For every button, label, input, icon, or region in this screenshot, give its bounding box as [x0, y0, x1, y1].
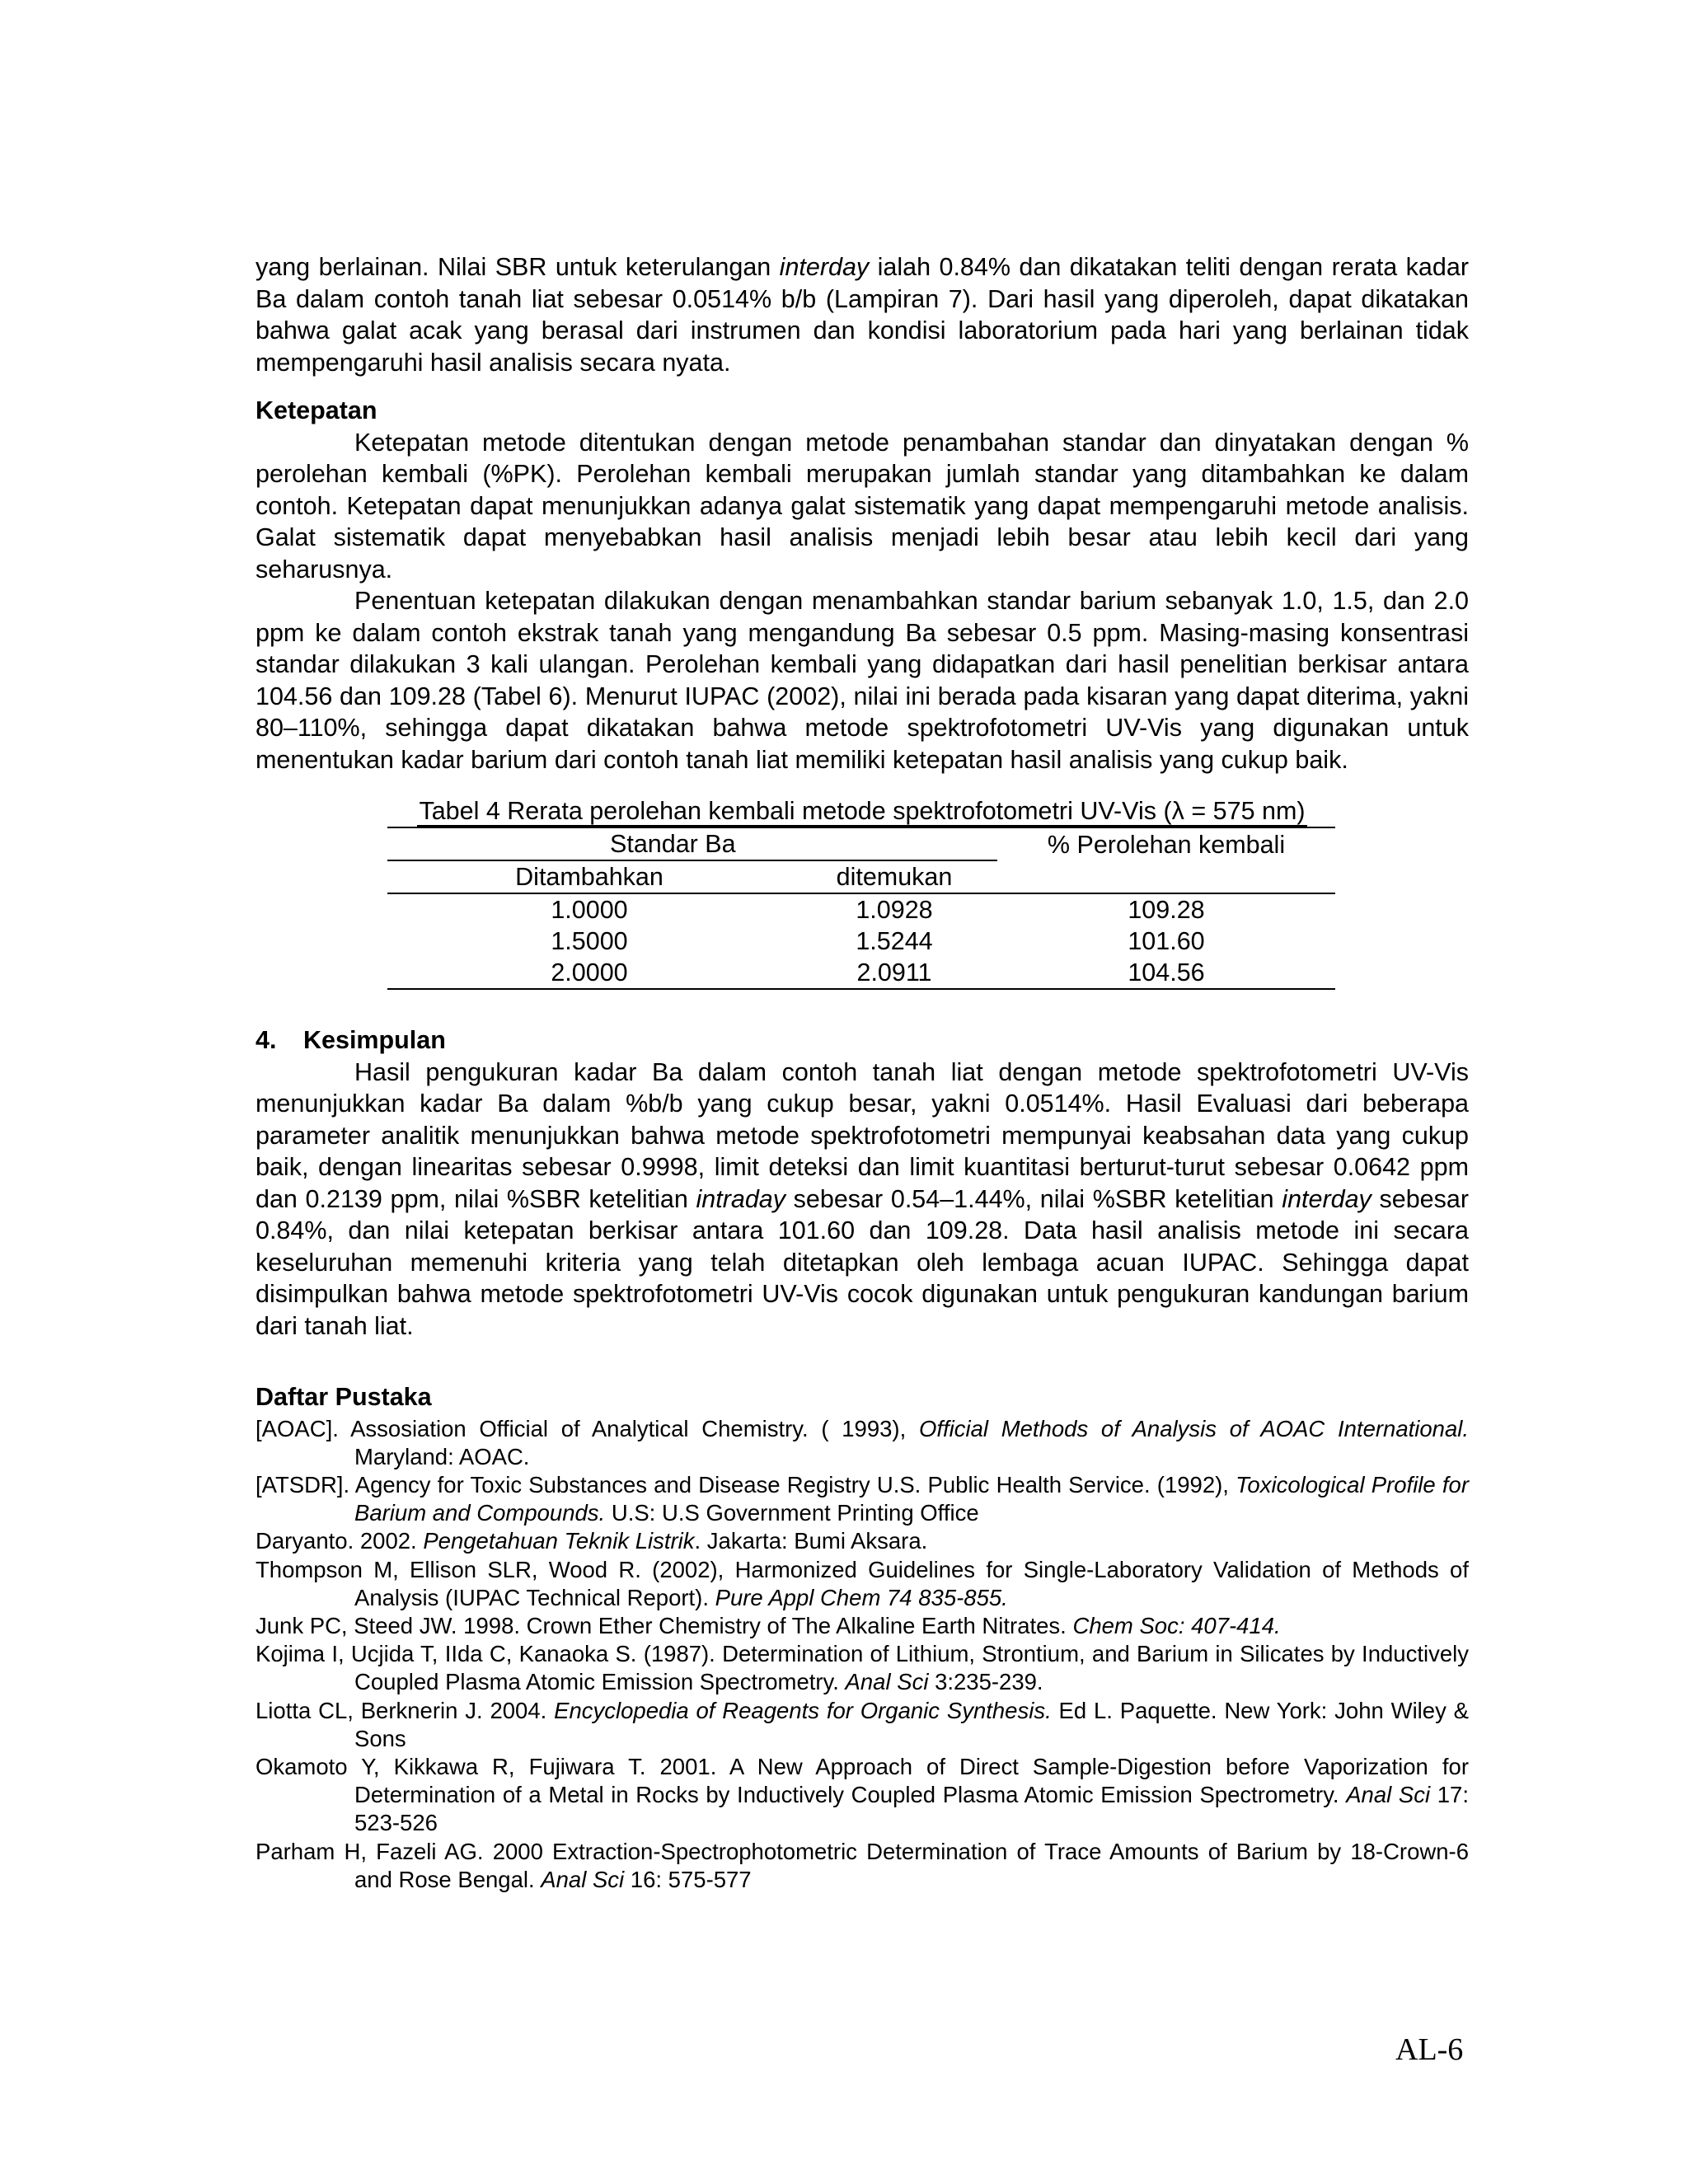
- text-run: yang berlainan. Nilai SBR untuk keterulangan: [256, 253, 780, 281]
- ref-italic: Pure Appl Chem 74 835-855.: [715, 1584, 1008, 1610]
- reference-item: [256, 1838, 1469, 1894]
- section-title: Kesimpulan: [303, 1026, 446, 1054]
- ref-text: 16: 575-577: [624, 1866, 752, 1892]
- table-row: [387, 926, 1335, 957]
- ref-italic: Chem Soc: 407-414.: [1072, 1612, 1281, 1638]
- cell-added: 1.5000: [551, 927, 628, 955]
- reference-list: [256, 1415, 1469, 1894]
- ref-italic: Anal Sci: [845, 1669, 929, 1695]
- col-header-added: Ditambahkan: [387, 860, 791, 893]
- table-subheader-row: [387, 860, 1335, 893]
- cell-found: 2.0911: [791, 957, 997, 989]
- reference-item: [256, 1640, 1469, 1696]
- table-caption-text: Tabel 4 Rerata perolehan kembali metode spektrofotometri UV-Vis (λ = 575 nm): [419, 797, 1306, 825]
- ref-text: Ed L. Paquette. New York: John Wiley & Sons: [354, 1697, 1469, 1751]
- ketepatan-paragraph-1: Ketepatan metode ditentukan dengan metode penambahan standar dan dinyatakan dengan % perolehan kembali (%PK). Perolehan kembali merupakan jumlah standar yang ditambahkan ke dalam contoh. Ketepatan dapat menunjukkan adanya galat sistematik yang dapat mempengaruhi metode analisis. Galat sistematik dapat menyebabkan hasil analisis menjadi lebih besar atau lebih kecil dari yang seharusnya.: [256, 428, 1469, 583]
- italic-term: interday: [1282, 1184, 1372, 1213]
- italic-term: intraday: [696, 1184, 785, 1213]
- ref-text: . Jakarta: Bumi Aksara.: [694, 1528, 928, 1554]
- text-run: sebesar 0.84%, dan nilai ketepatan berkisar antara 101.60 dan 109.28. Data hasil analisis metode ini secara keseluruhan memenuhi kriteria yang telah ditetapkan oleh lembaga acuan IUPAC. Sehingga dapat disimpulkan bahwa metode spektrofotometri UV-Vis cocok digunakan untuk pengukuran kandungan barium dari tanah liat.: [256, 1184, 1469, 1340]
- reference-item: [256, 1415, 1469, 1471]
- ref-italic: Pengetahuan Teknik Listrik: [423, 1528, 695, 1554]
- ref-text: 17: 523-526: [354, 1782, 1469, 1836]
- ref-text: [ATSDR]. Agency for Toxic Substances and Disease Registry U.S. Public Health Service. (1992),: [256, 1471, 1236, 1497]
- cell-added: 2.0000: [387, 957, 791, 989]
- ketepatan-paragraph-2: Penentuan ketepatan dilakukan dengan menambahkan standar barium sebanyak 1.0, 1.5, dan 2.0 ppm ke dalam contoh ekstrak tanah yang mengandung Ba sebesar 0.5 ppm. Masing-masing konsentrasi standar dilakukan 3 kali ulangan. Perolehan kembali yang didapatkan dari hasil penelitian berkisar antara 104.56 dan 109.28 (Tabel 6). Menurut IUPAC (2002), nilai ini berada pada kisaran yang dapat diterima, yakni 80–110%, sehingga dapat dikatakan bahwa metode spektrofotometri UV-Vis yang digunakan untuk menentukan kadar barium dari contoh tanah liat memiliki ketepatan hasil analisis yang cukup baik.: [256, 587, 1469, 774]
- ref-text: Liotta CL, Berknerin J. 2004.: [256, 1697, 555, 1723]
- section-number: 4.: [256, 1026, 277, 1054]
- reference-item: [256, 1527, 1469, 1555]
- reference-item: [256, 1753, 1469, 1838]
- cell-added: 1.0000: [551, 896, 628, 924]
- ref-text: Maryland: AOAC.: [354, 1443, 530, 1469]
- recovery-table-block: [256, 795, 1469, 990]
- reference-item: [256, 1471, 1469, 1527]
- cell-found: 1.5244: [856, 927, 933, 955]
- ref-text: Parham H, Fazeli AG. 2000 Extraction-Spectrophotometric Determination of Trace Amounts of Barium by 18-Crown-6 and Rose Bengal.: [256, 1838, 1469, 1892]
- ref-italic: Anal Sci: [1346, 1782, 1431, 1808]
- ref-italic: Official Methods of Analysis of AOAC International.: [918, 1415, 1469, 1441]
- col-group-standar-ba: Standar Ba: [387, 827, 997, 860]
- page-number: AL-6: [1395, 2032, 1464, 2067]
- ref-text: 3:235-239.: [928, 1669, 1043, 1695]
- text-run: ialah 0.84% dan dikatakan teliti dengan rerata kadar Ba dalam contoh tanah liat sebesar 0.0514% b/b (Lampiran 7). Dari hasil yang diperoleh, dapat dikatakan bahwa galat acak yang berasal dari instrumen dan kondisi laboratorium pada hari yang berlainan tidak mempengaruhi hasil analisis secara nyata.: [256, 253, 1469, 377]
- recovery-table: [387, 827, 1335, 990]
- ref-text: Okamoto Y, Kikkawa R, Fujiwara T. 2001. A New Approach of Direct Sample-Digestion before Vaporization for Determination of a Metal in Rocks by Inductively Coupled Plasma Atomic Emission Spectrometry.: [256, 1753, 1469, 1808]
- cell-recovery: 109.28: [1128, 896, 1205, 924]
- cell-recovery: 104.56: [997, 957, 1335, 989]
- reference-item: [256, 1697, 1469, 1753]
- ketepatan-heading: Ketepatan: [256, 396, 377, 424]
- ref-italic: Encyclopedia of Reagents for Organic Synthesis.: [554, 1697, 1052, 1723]
- ref-text: U.S: U.S Government Printing Office: [605, 1500, 979, 1526]
- table-caption: [256, 795, 1469, 827]
- kesimpulan-heading: [256, 1024, 1469, 1057]
- table-row: [387, 893, 1335, 926]
- ref-text: Daryanto. 2002.: [256, 1528, 424, 1554]
- page-body: [256, 251, 1469, 1894]
- ref-italic: Anal Sci: [541, 1866, 625, 1892]
- ref-text: Junk PC, Steed JW. 1998. Crown Ether Chemistry of The Alkaline Earth Nitrates.: [256, 1612, 1073, 1638]
- reference-item: [256, 1612, 1469, 1640]
- kesimpulan-paragraph: [256, 1057, 1469, 1343]
- ref-italic: Toxicological Profile for Barium and Compounds.: [354, 1471, 1469, 1526]
- table-row: [387, 957, 1335, 989]
- table-header-row: [387, 827, 1335, 860]
- col-header-recovery: % Perolehan kembali: [997, 827, 1335, 860]
- daftar-pustaka-heading: Daftar Pustaka: [256, 1383, 432, 1411]
- text-run: sebesar 0.54–1.44%, nilai %SBR ketelitian: [785, 1184, 1282, 1213]
- cell-found: 1.0928: [856, 896, 933, 924]
- text-run: Hasil pengukuran kadar Ba dalam contoh tanah liat dengan metode spektrofotometri UV-Vis menunjukkan kadar Ba dalam %b/b yang cukup besar, yakni 0.0514%. Hasil Evaluasi dari beberapa parameter analitik menunjukkan bahwa metode spektrofotometri mempunyai keabsahan data yang cukup baik, dengan linearitas sebesar 0.9998, limit deteksi dan limit kuantitasi berturut-turut sebesar 0.0642 ppm dan 0.2139 ppm, nilai %SBR ketelitian: [256, 1057, 1469, 1213]
- ref-text: [AOAC]. Assosiation Official of Analytical Chemistry. ( 1993),: [256, 1415, 919, 1441]
- ref-text: Thompson M, Ellison SLR, Wood R. (2002), Harmonized Guidelines for Single-Laboratory Validation of Methods of Analysis (IUPAC Technical Report).: [256, 1556, 1469, 1610]
- continuation-paragraph: [256, 251, 1469, 378]
- col-header-empty: [997, 860, 1335, 893]
- italic-term: interday: [779, 253, 870, 281]
- reference-item: [256, 1556, 1469, 1612]
- ref-text: Kojima I, Ucjida T, IIda C, Kanaoka S. (1987). Determination of Lithium, Strontium, and Barium in Silicates by Inductively Coupled Plasma Atomic Emission Spectrometry.: [256, 1641, 1469, 1695]
- col-header-found: ditemukan: [791, 860, 997, 893]
- cell-recovery: 101.60: [1128, 927, 1205, 955]
